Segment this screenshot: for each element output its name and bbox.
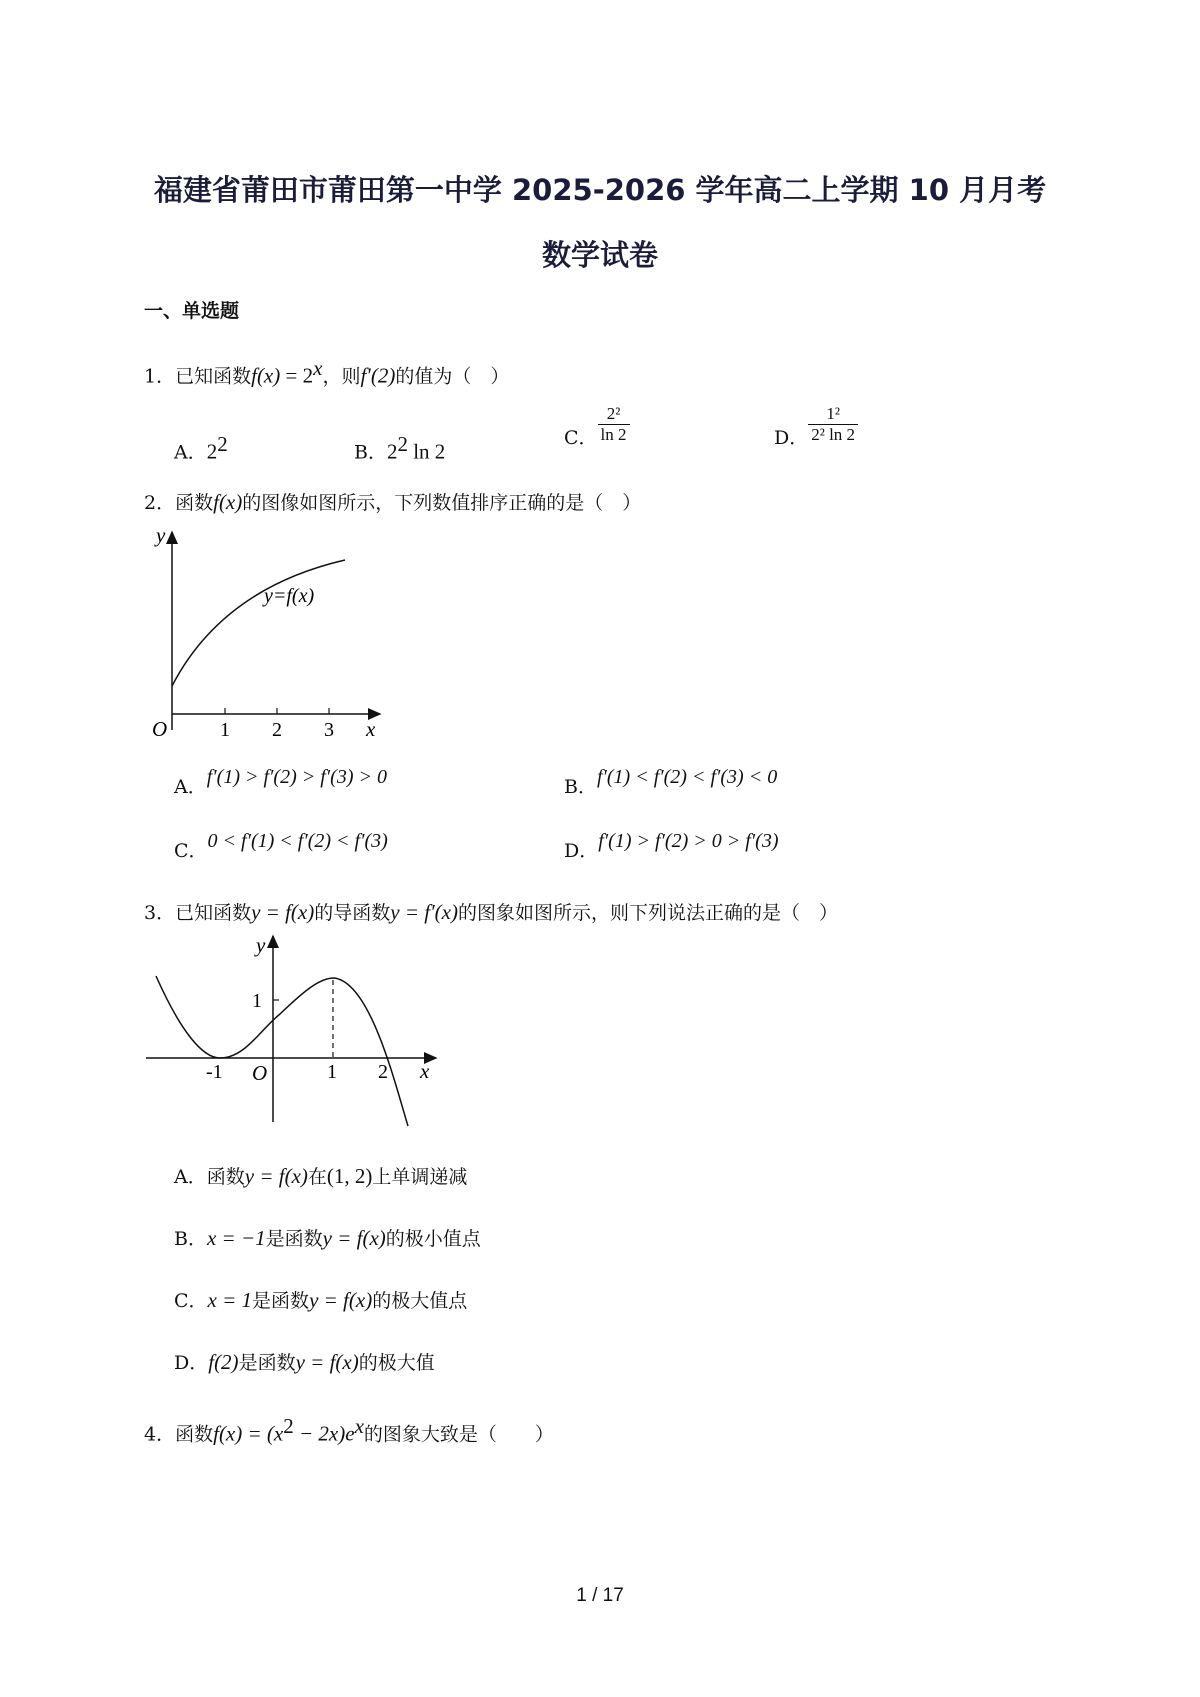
option-label: A． xyxy=(174,441,207,464)
math-expression: x = −1 xyxy=(206,1226,266,1250)
option-value: 2 xyxy=(386,439,398,464)
option-value: f′(1) > f′(2) > 0 > f′(3) xyxy=(598,830,779,852)
question-text: 的导函数 xyxy=(314,902,391,924)
option-c[interactable] xyxy=(174,1286,467,1313)
option-value: 0 < f′(1) < f′(2) < f′(3) xyxy=(207,830,388,852)
math-exponent: x xyxy=(313,356,323,380)
option-b[interactable] xyxy=(174,1224,481,1251)
question-text: 的图象大致是（ ） xyxy=(363,1423,554,1446)
option-text: 函数 xyxy=(206,1166,245,1188)
math-expression: y = f(x) xyxy=(295,1350,359,1374)
option-text: 上单调递减 xyxy=(372,1166,468,1188)
math-expression: y = f(x) xyxy=(322,1226,386,1250)
question-text: 函数 xyxy=(175,1423,214,1446)
fraction xyxy=(808,404,858,445)
option-a[interactable] xyxy=(174,1162,467,1189)
option-label: D． xyxy=(564,840,599,862)
fraction xyxy=(598,404,630,445)
math-expression: − 2x)e xyxy=(293,1421,355,1446)
x-axis-label: x xyxy=(366,717,376,741)
option-label: A． xyxy=(174,1166,207,1188)
math-expression: x = 1 xyxy=(207,1288,253,1312)
option-value: ln 2 xyxy=(407,439,446,464)
option-text: 的极小值点 xyxy=(385,1228,481,1250)
math-expression: (1, 2) xyxy=(326,1164,373,1188)
option-label: B． xyxy=(354,441,387,464)
option-value: f′(1) > f′(2) > f′(3) > 0 xyxy=(206,766,387,788)
fraction-denominator: ln 2 xyxy=(600,425,627,444)
question-text: 的图像如图所示，下列数值排序正确的是（ ） xyxy=(242,492,642,514)
x-tick-label: -1 xyxy=(206,1061,223,1083)
option-label: C． xyxy=(564,426,598,449)
fraction-numerator: 2² xyxy=(598,404,630,425)
option-text: 是函数 xyxy=(265,1228,323,1250)
option-label: C． xyxy=(174,1290,208,1312)
question-text: 已知函数 xyxy=(175,365,252,388)
option-b[interactable] xyxy=(564,766,778,799)
page-number: 1 / 17 xyxy=(576,1585,624,1606)
option-d[interactable] xyxy=(174,1348,435,1375)
x-tick-label: 2 xyxy=(272,719,282,741)
math-exponent: 2 xyxy=(397,432,408,456)
option-label: D． xyxy=(774,426,809,449)
option-a[interactable] xyxy=(174,766,387,799)
option-text: 是函数 xyxy=(252,1290,310,1312)
option-label: C． xyxy=(174,840,208,862)
y-tick-label: 1 xyxy=(252,990,262,1012)
question-3 xyxy=(144,898,838,925)
section-heading: 一、单选题 xyxy=(144,300,240,322)
question-number: 4． xyxy=(144,1423,176,1446)
math-expression: y = f′(x) xyxy=(390,900,458,924)
x-tick-label: 1 xyxy=(220,719,230,741)
option-c[interactable] xyxy=(564,404,630,449)
option-d[interactable] xyxy=(774,404,858,449)
option-text: 是函数 xyxy=(238,1352,296,1374)
option-value: 2 xyxy=(206,439,218,464)
math-expression: f(x) xyxy=(213,490,243,514)
option-d[interactable] xyxy=(564,830,779,863)
option-text: 在 xyxy=(307,1166,327,1188)
option-a[interactable] xyxy=(174,432,228,464)
x-tick-label: 2 xyxy=(378,1061,388,1083)
y-axis-label: y xyxy=(156,523,166,547)
fraction-numerator: 1² xyxy=(808,404,858,425)
math-expression: y = f(x) xyxy=(244,1164,308,1188)
curve-label: y=f(x) xyxy=(264,585,315,607)
question-4 xyxy=(144,1414,554,1446)
question-text: 的图象如图所示，则下列说法正确的是（ ） xyxy=(458,902,839,924)
origin-label: O xyxy=(152,717,168,741)
math-expression: y = f(x) xyxy=(309,1288,373,1312)
x-axis-label: x xyxy=(420,1059,430,1083)
math-exponent: 2 xyxy=(283,1414,294,1438)
question-text: 的值为（ ） xyxy=(395,365,510,388)
math-exponent: 2 xyxy=(217,432,228,456)
question-text: 已知函数 xyxy=(175,902,252,924)
x-tick-label: 1 xyxy=(327,1061,337,1083)
origin-label: O xyxy=(252,1061,268,1085)
option-text: 的极大值 xyxy=(358,1352,435,1374)
fraction-denominator: 2² ln 2 xyxy=(811,425,856,444)
math-expression: f(x) = (x xyxy=(213,1421,284,1446)
option-b[interactable] xyxy=(354,432,445,464)
x-tick-label: 3 xyxy=(324,719,334,741)
exam-title-line1: 福建省莆田市莆田第一中学 2025-2026 学年高二上学期 10 月月考 xyxy=(153,173,1047,207)
option-value: f′(1) < f′(2) < f′(3) < 0 xyxy=(596,766,778,788)
y-axis-label: y xyxy=(256,933,266,957)
question-number: 3． xyxy=(144,902,176,924)
math-expression: f(x) xyxy=(251,363,281,388)
question-2 xyxy=(144,488,641,515)
option-label: A． xyxy=(174,776,207,798)
question-number: 2． xyxy=(144,492,176,514)
question-1 xyxy=(144,356,509,388)
option-label: B． xyxy=(564,776,597,798)
q2-function-graph xyxy=(140,522,400,742)
math-expression: = 2 xyxy=(280,363,314,388)
function-curve xyxy=(172,560,345,686)
option-text: 的极大值点 xyxy=(372,1290,468,1312)
math-expression: f(2) xyxy=(208,1350,239,1374)
question-text: 函数 xyxy=(175,492,214,514)
math-exponent: x xyxy=(354,1414,364,1438)
math-expression: f′(2) xyxy=(360,363,396,388)
question-text: ，则 xyxy=(322,365,361,388)
derivative-curve xyxy=(156,976,408,1126)
math-expression: y = f(x) xyxy=(251,900,315,924)
question-number: 1． xyxy=(144,365,176,388)
q3-derivative-graph xyxy=(140,930,440,1130)
exam-title-line2: 数学试卷 xyxy=(541,238,658,272)
option-c[interactable] xyxy=(174,830,388,863)
option-label: D． xyxy=(174,1352,209,1374)
option-label: B． xyxy=(174,1228,207,1250)
